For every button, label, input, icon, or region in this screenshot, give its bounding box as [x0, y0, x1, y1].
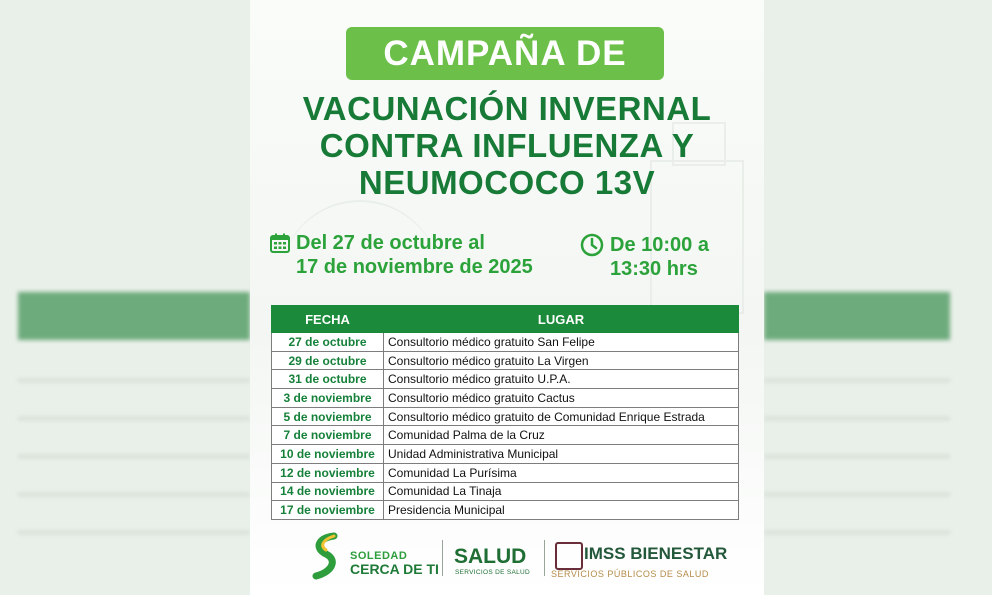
- imss-emblem-icon: [555, 542, 583, 570]
- campaign-poster: [250, 0, 764, 595]
- calendar-icon: [270, 233, 290, 253]
- backdrop-row: [764, 497, 950, 534]
- cell-fecha: 12 de noviembre: [272, 463, 384, 482]
- table-row: [272, 333, 739, 352]
- cell-fecha: 14 de noviembre: [272, 482, 384, 501]
- cell-fecha: 7 de noviembre: [272, 426, 384, 445]
- salud-logo-title: SALUD: [454, 545, 527, 568]
- schedule-table: [271, 305, 739, 520]
- cell-fecha: 3 de noviembre: [272, 389, 384, 408]
- cell-fecha: 29 de octubre: [272, 351, 384, 370]
- salud-logo-subtitle: SERVICIOS DE SALUD: [455, 569, 530, 576]
- soledad-logo-icon: [308, 532, 344, 580]
- backdrop-header-left: [18, 292, 250, 340]
- column-header-lugar: LUGAR: [384, 306, 739, 333]
- title-line: VACUNACIÓN INVERNAL: [302, 90, 712, 127]
- time-range-line: De 10:00 a: [610, 234, 709, 256]
- cell-lugar: Consultorio médico gratuito Cactus: [384, 389, 739, 408]
- cell-lugar: Comunidad La Tinaja: [384, 482, 739, 501]
- table-row: [272, 445, 739, 464]
- date-range-line: 17 de noviembre de 2025: [296, 256, 533, 278]
- backdrop-row: [764, 459, 950, 496]
- backdrop-row: [18, 497, 250, 534]
- backdrop-row: [18, 383, 250, 420]
- table-row: [272, 426, 739, 445]
- date-range-line: Del 27 de octubre al: [296, 232, 485, 254]
- cell-fecha: 31 de octubre: [272, 370, 384, 389]
- cell-lugar: Comunidad Palma de la Cruz: [384, 426, 739, 445]
- clock-icon: [580, 233, 604, 257]
- cell-lugar: Consultorio médico gratuito de Comunidad Enrique Estrada: [384, 407, 739, 426]
- title-line: NEUMOCOCO 13V: [358, 164, 656, 201]
- date-range: [270, 231, 533, 279]
- table-row: [272, 501, 739, 520]
- cell-lugar: Presidencia Municipal: [384, 501, 739, 520]
- backdrop-row: [764, 421, 950, 458]
- divider: [442, 540, 443, 576]
- table-row: [272, 370, 739, 389]
- backdrop-row: [18, 345, 250, 382]
- cell-fecha: 27 de octubre: [272, 333, 384, 352]
- column-header-fecha: FECHA: [272, 306, 384, 333]
- imss-logo-subtitle: SERVICIOS PÚBLICOS DE SALUD: [551, 569, 709, 579]
- imss-logo-title: IMSS BIENESTAR: [584, 544, 728, 563]
- table-row: [272, 407, 739, 426]
- cell-fecha: 17 de noviembre: [272, 501, 384, 520]
- time-range-line: 13:30 hrs: [610, 258, 698, 280]
- soledad-label: SOLEDAD: [350, 550, 408, 562]
- campaign-title: [250, 90, 764, 201]
- table-row: [272, 463, 739, 482]
- table-row: [272, 482, 739, 501]
- title-pill: CAMPAÑA DE: [346, 27, 664, 80]
- cell-lugar: Consultorio médico gratuito U.P.A.: [384, 370, 739, 389]
- cell-lugar: Unidad Administrativa Municipal: [384, 445, 739, 464]
- cell-lugar: Consultorio médico gratuito La Virgen: [384, 351, 739, 370]
- title-line: CONTRA INFLUENZA Y: [319, 127, 695, 164]
- backdrop-header-right: [764, 292, 950, 340]
- divider: [544, 540, 545, 576]
- soledad-tagline: CERCA DE TI: [350, 561, 439, 577]
- cell-lugar: Consultorio médico gratuito San Felipe: [384, 333, 739, 352]
- backdrop-row: [764, 345, 950, 382]
- cell-fecha: 5 de noviembre: [272, 407, 384, 426]
- time-range: [580, 233, 709, 281]
- table-row: [272, 351, 739, 370]
- table-row: [272, 389, 739, 408]
- sponsor-logos: [308, 532, 728, 582]
- table-header-row: [272, 306, 739, 333]
- cell-fecha: 10 de noviembre: [272, 445, 384, 464]
- backdrop-row: [764, 383, 950, 420]
- backdrop-row: [18, 459, 250, 496]
- backdrop-row: [18, 421, 250, 458]
- cell-lugar: Comunidad La Purísima: [384, 463, 739, 482]
